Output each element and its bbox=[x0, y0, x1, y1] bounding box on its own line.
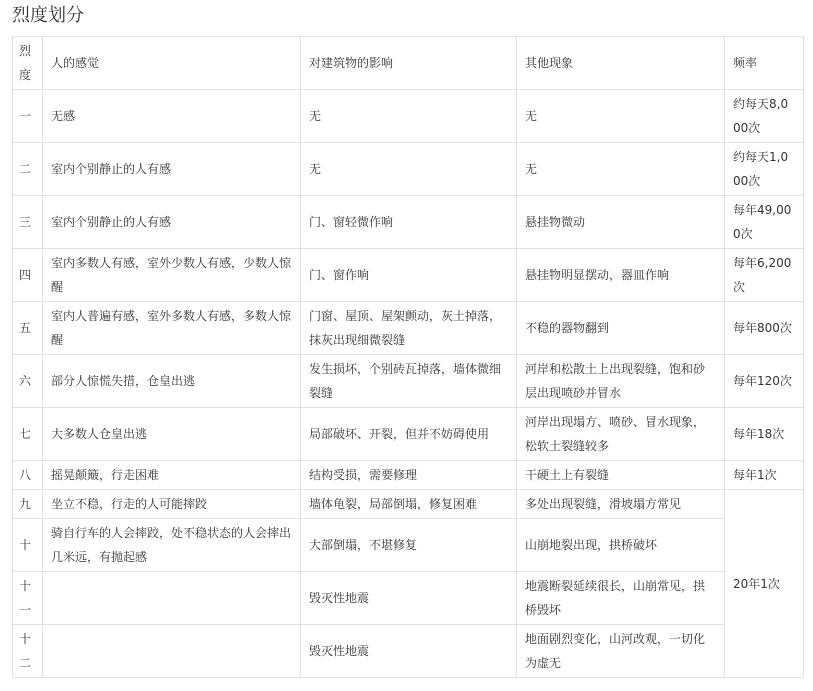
table-row bbox=[13, 90, 804, 143]
cell-level: 六 bbox=[13, 355, 43, 408]
cell-level: 二 bbox=[13, 143, 43, 196]
cell-other: 无 bbox=[517, 90, 725, 143]
cell-building: 无 bbox=[301, 143, 517, 196]
cell-other: 悬挂物明显摆动，器皿作响 bbox=[517, 249, 725, 302]
cell-human bbox=[43, 625, 301, 678]
cell-building: 门、窗轻微作响 bbox=[301, 196, 517, 249]
table-row bbox=[13, 572, 804, 625]
cell-human: 无感 bbox=[43, 90, 301, 143]
table-row bbox=[13, 625, 804, 678]
page-title: 烈度划分 bbox=[12, 5, 84, 26]
cell-other: 山崩地裂出现，拱桥破坏 bbox=[517, 519, 725, 572]
cell-other: 无 bbox=[517, 143, 725, 196]
cell-other: 悬挂物微动 bbox=[517, 196, 725, 249]
cell-level: 七 bbox=[13, 408, 43, 461]
table-row bbox=[13, 249, 804, 302]
table-row bbox=[13, 196, 804, 249]
cell-level: 十二 bbox=[13, 625, 43, 678]
cell-human: 室内人普遍有感，室外多数人有感，多数人惊醒 bbox=[43, 302, 301, 355]
header-building-effect: 对建筑物的影响 bbox=[301, 37, 517, 90]
table-row bbox=[13, 490, 804, 519]
cell-building: 毁灭性地震 bbox=[301, 572, 517, 625]
cell-frequency-merged: 20年1次 bbox=[725, 490, 804, 678]
cell-level: 三 bbox=[13, 196, 43, 249]
cell-other: 河岸出现塌方、喷砂、冒水现象，松软土裂缝较多 bbox=[517, 408, 725, 461]
header-frequency: 频率 bbox=[725, 37, 804, 90]
table-header-row bbox=[13, 37, 804, 90]
cell-human: 部分人惊慌失措，仓皇出逃 bbox=[43, 355, 301, 408]
table-row bbox=[13, 302, 804, 355]
cell-human: 坐立不稳，行走的人可能摔跤 bbox=[43, 490, 301, 519]
cell-other: 河岸和松散土上出现裂缝，饱和砂层出现喷砂并冒水 bbox=[517, 355, 725, 408]
cell-frequency: 每年6,200次 bbox=[725, 249, 804, 302]
table-row bbox=[13, 143, 804, 196]
cell-frequency: 每年49,000次 bbox=[725, 196, 804, 249]
cell-frequency: 每年120次 bbox=[725, 355, 804, 408]
cell-level: 九 bbox=[13, 490, 43, 519]
table-row bbox=[13, 355, 804, 408]
cell-building: 大部倒塌，不堪修复 bbox=[301, 519, 517, 572]
cell-level: 一 bbox=[13, 90, 43, 143]
cell-building: 门、窗作响 bbox=[301, 249, 517, 302]
cell-building: 毁灭性地震 bbox=[301, 625, 517, 678]
cell-human bbox=[43, 572, 301, 625]
header-human-feeling: 人的感觉 bbox=[43, 37, 301, 90]
intensity-table bbox=[12, 36, 804, 678]
cell-building: 局部破坏、开裂，但并不妨碍使用 bbox=[301, 408, 517, 461]
cell-human: 摇晃颠簸，行走困难 bbox=[43, 461, 301, 490]
cell-human: 大多数人仓皇出逃 bbox=[43, 408, 301, 461]
cell-frequency: 每年800次 bbox=[725, 302, 804, 355]
cell-human: 室内个别静止的人有感 bbox=[43, 143, 301, 196]
header-intensity: 烈度 bbox=[13, 37, 43, 90]
cell-other: 多处出现裂缝，滑坡塌方常见 bbox=[517, 490, 725, 519]
cell-level: 十 bbox=[13, 519, 43, 572]
cell-frequency: 约每天8,000次 bbox=[725, 90, 804, 143]
table-row bbox=[13, 461, 804, 490]
cell-building: 门窗、屋顶、屋架颤动，灰土掉落，抹灰出现细微裂缝 bbox=[301, 302, 517, 355]
cell-level: 四 bbox=[13, 249, 43, 302]
cell-building: 结构受损，需要修理 bbox=[301, 461, 517, 490]
cell-frequency: 每年18次 bbox=[725, 408, 804, 461]
cell-level: 八 bbox=[13, 461, 43, 490]
cell-human: 室内个别静止的人有感 bbox=[43, 196, 301, 249]
cell-building: 无 bbox=[301, 90, 517, 143]
cell-human: 骑自行车的人会摔跤，处不稳状态的人会摔出几米远，有抛起感 bbox=[43, 519, 301, 572]
header-other-phenomena: 其他现象 bbox=[517, 37, 725, 90]
cell-human: 室内多数人有感，室外少数人有感，少数人惊醒 bbox=[43, 249, 301, 302]
table-row bbox=[13, 408, 804, 461]
cell-level: 五 bbox=[13, 302, 43, 355]
cell-other: 不稳的器物翻到 bbox=[517, 302, 725, 355]
cell-building: 墙体龟裂，局部倒塌，修复困难 bbox=[301, 490, 517, 519]
cell-other: 干硬土上有裂缝 bbox=[517, 461, 725, 490]
table-row bbox=[13, 519, 804, 572]
cell-other: 地震断裂延续很长，山崩常见，拱桥毁坏 bbox=[517, 572, 725, 625]
cell-frequency: 约每天1,000次 bbox=[725, 143, 804, 196]
cell-frequency: 每年1次 bbox=[725, 461, 804, 490]
cell-building: 发生损坏，个别砖瓦掉落，墙体微细裂缝 bbox=[301, 355, 517, 408]
cell-level: 十一 bbox=[13, 572, 43, 625]
cell-other: 地面剧烈变化，山河改观，一切化为虚无 bbox=[517, 625, 725, 678]
